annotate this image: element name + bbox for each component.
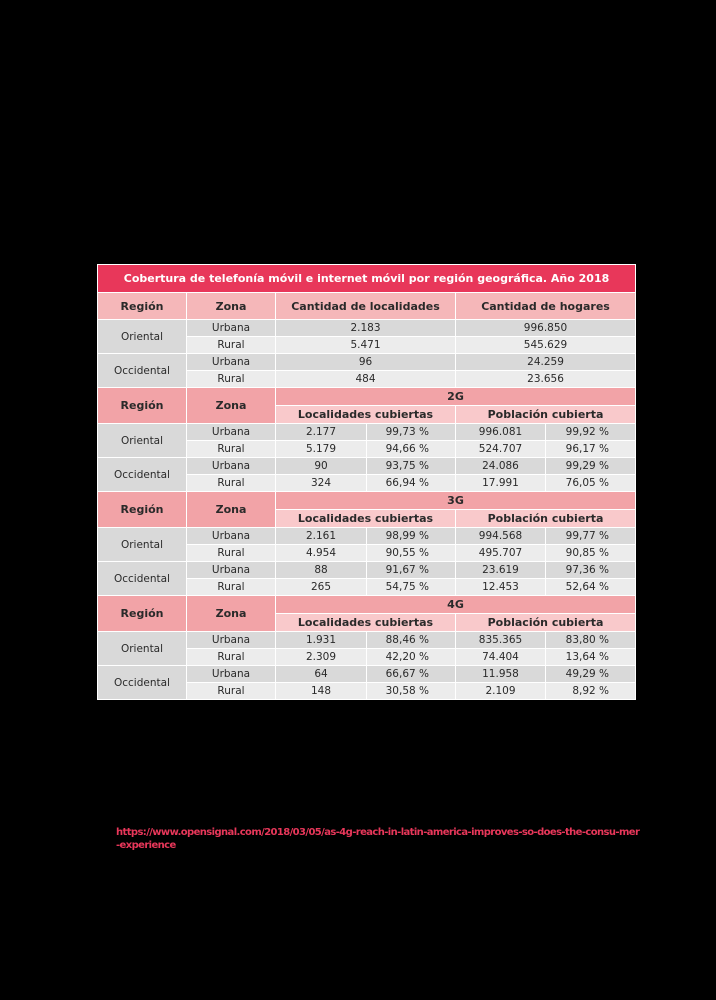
loc-pct-cell: 88,46 %	[367, 632, 456, 649]
loc-cell: 2.161	[276, 528, 367, 545]
loc-cell: 265	[276, 579, 367, 596]
table-row	[98, 632, 636, 649]
loc-cell: 2.177	[276, 424, 367, 441]
loc-cell: 2.309	[276, 649, 367, 666]
subheader-localidades: Localidades cubiertas	[276, 510, 456, 528]
section-header-zona: Zona	[187, 492, 276, 528]
pob-pct-cell: 52,64 %	[546, 579, 636, 596]
zona-cell: Rural	[187, 371, 276, 388]
hogares-cell: 24.259	[456, 354, 636, 371]
pob-cell: 495.707	[456, 545, 546, 562]
pob-cell: 835.365	[456, 632, 546, 649]
zona-cell: Urbana	[187, 458, 276, 475]
zona-cell: Rural	[187, 545, 276, 562]
localidades-cell: 96	[276, 354, 456, 371]
pob-cell: 12.453	[456, 579, 546, 596]
region-cell: Occidental	[98, 354, 187, 388]
table-row	[98, 424, 636, 441]
zona-cell: Urbana	[187, 632, 276, 649]
loc-pct-cell: 98,99 %	[367, 528, 456, 545]
localidades-cell: 2.183	[276, 320, 456, 337]
loc-cell: 1.931	[276, 632, 367, 649]
zona-cell: Urbana	[187, 424, 276, 441]
localidades-cell: 5.471	[276, 337, 456, 354]
subheader-poblacion: Población cubierta	[456, 406, 636, 424]
zona-cell: Urbana	[187, 666, 276, 683]
subheader-poblacion: Población cubierta	[456, 510, 636, 528]
subheader-localidades: Localidades cubiertas	[276, 614, 456, 632]
table-row	[98, 666, 636, 683]
subheader-poblacion: Población cubierta	[456, 614, 636, 632]
zona-cell: Rural	[187, 475, 276, 492]
source-link[interactable]: https://www.opensignal.com/2018/03/05/as-4g-reach-in-latin-america-improves-so-does-the-consu-mer-experience	[116, 827, 640, 851]
section-header-zona: Zona	[187, 388, 276, 424]
hogares-cell: 545.629	[456, 337, 636, 354]
loc-cell: 88	[276, 562, 367, 579]
pob-pct-cell: 83,80 %	[546, 632, 636, 649]
zona-cell: Rural	[187, 337, 276, 354]
table-row	[98, 528, 636, 545]
loc-cell: 64	[276, 666, 367, 683]
loc-pct-cell: 94,66 %	[367, 441, 456, 458]
hogares-cell: 23.656	[456, 371, 636, 388]
pob-cell: 24.086	[456, 458, 546, 475]
table-row	[98, 562, 636, 579]
header-hogares: Cantidad de hogares	[456, 293, 636, 320]
region-cell: Occidental	[98, 458, 187, 492]
subheader-localidades: Localidades cubiertas	[276, 406, 456, 424]
section-header-region: Región	[98, 492, 187, 528]
loc-cell: 148	[276, 683, 367, 700]
zona-cell: Urbana	[187, 528, 276, 545]
pob-cell: 996.081	[456, 424, 546, 441]
coverage-table	[97, 264, 636, 700]
localidades-cell: 484	[276, 371, 456, 388]
pob-pct-cell: 13,64 %	[546, 649, 636, 666]
section-tech-3g: 3G	[276, 492, 636, 510]
loc-pct-cell: 99,73 %	[367, 424, 456, 441]
loc-cell: 324	[276, 475, 367, 492]
pob-pct-cell: 90,85 %	[546, 545, 636, 562]
loc-pct-cell: 30,58 %	[367, 683, 456, 700]
pob-cell: 74.404	[456, 649, 546, 666]
pob-cell: 11.958	[456, 666, 546, 683]
pob-pct-cell: 49,29 %	[546, 666, 636, 683]
region-cell: Oriental	[98, 424, 187, 458]
loc-cell: 5.179	[276, 441, 367, 458]
zona-cell: Rural	[187, 649, 276, 666]
zona-cell: Urbana	[187, 320, 276, 337]
pob-cell: 17.991	[456, 475, 546, 492]
pob-pct-cell: 97,36 %	[546, 562, 636, 579]
pob-pct-cell: 96,17 %	[546, 441, 636, 458]
table-row	[98, 354, 636, 371]
loc-pct-cell: 66,94 %	[367, 475, 456, 492]
header-region: Región	[98, 293, 187, 320]
region-cell: Oriental	[98, 320, 187, 354]
table-row	[98, 458, 636, 475]
section-header-zona: Zona	[187, 596, 276, 632]
pob-cell: 994.568	[456, 528, 546, 545]
pob-pct-cell: 8,92 %	[546, 683, 636, 700]
pob-pct-cell: 99,29 %	[546, 458, 636, 475]
section-tech-2g: 2G	[276, 388, 636, 406]
zona-cell: Rural	[187, 441, 276, 458]
zona-cell: Urbana	[187, 562, 276, 579]
region-cell: Oriental	[98, 632, 187, 666]
loc-pct-cell: 93,75 %	[367, 458, 456, 475]
section-header-region: Región	[98, 596, 187, 632]
loc-pct-cell: 91,67 %	[367, 562, 456, 579]
section-header-region: Región	[98, 388, 187, 424]
region-cell: Occidental	[98, 562, 187, 596]
loc-cell: 90	[276, 458, 367, 475]
region-cell: Occidental	[98, 666, 187, 700]
pob-cell: 524.707	[456, 441, 546, 458]
loc-pct-cell: 42,20 %	[367, 649, 456, 666]
coverage-table-container	[97, 264, 635, 700]
section-tech-4g: 4G	[276, 596, 636, 614]
loc-pct-cell: 66,67 %	[367, 666, 456, 683]
pob-pct-cell: 76,05 %	[546, 475, 636, 492]
pob-cell: 2.109	[456, 683, 546, 700]
zona-cell: Rural	[187, 683, 276, 700]
loc-pct-cell: 54,75 %	[367, 579, 456, 596]
pob-pct-cell: 99,92 %	[546, 424, 636, 441]
loc-cell: 4.954	[276, 545, 367, 562]
zona-cell: Rural	[187, 579, 276, 596]
pob-cell: 23.619	[456, 562, 546, 579]
header-zona: Zona	[187, 293, 276, 320]
table-title: Cobertura de telefonía móvil e internet móvil por región geográfica. Año 2018	[98, 265, 636, 293]
loc-pct-cell: 90,55 %	[367, 545, 456, 562]
table-row	[98, 320, 636, 337]
header-localidades: Cantidad de localidades	[276, 293, 456, 320]
region-cell: Oriental	[98, 528, 187, 562]
pob-pct-cell: 99,77 %	[546, 528, 636, 545]
zona-cell: Urbana	[187, 354, 276, 371]
hogares-cell: 996.850	[456, 320, 636, 337]
